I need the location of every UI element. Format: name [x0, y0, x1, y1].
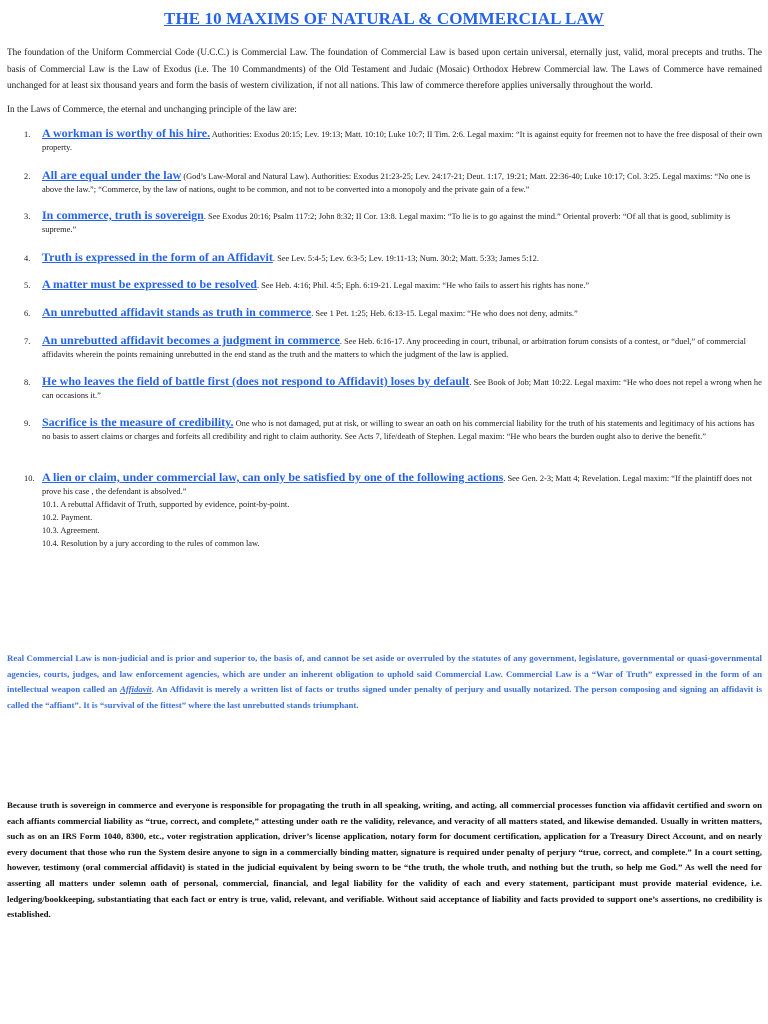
- maxim-text: One who is not damaged, put at risk, or willing to swear an oath on his commercial liability for the truth of his statements and legitimacy of his actions has no basis to assert claims or charges and forfeits all credibility and right to claim authority. See Acts 7, life/death of Stephen. Legal maxim: “He who bears the burden ought also to derive the benefit.”: [42, 419, 755, 441]
- maxim-number: 9.: [24, 419, 31, 428]
- commercial-law-paragraph: [7, 651, 762, 713]
- maxim-number: 1.: [24, 130, 31, 139]
- sub-item-10-4: 10.4. Resolution by a jury according to the rules of common law.: [42, 539, 260, 548]
- maxim-text: . See Heb. 6:16-17. Any proceeding in court, tribunal, or arbitration forum consists of a contest, or “duel,” of commercial affidavits wherein the points remaining unrebutted in the end stand as the truth and the matters to which the judgment of the law is applied.: [42, 337, 746, 359]
- maxim-item-9: [24, 415, 762, 443]
- sub-item-10-2: 10.2. Payment.: [42, 513, 93, 522]
- maxim-heading: A matter must be expressed to be resolved: [42, 277, 257, 291]
- maxim-text: . See Book of Job; Matt 10:22. Legal maxim: “He who does not repel a wrong when he can occasions it.”: [42, 378, 762, 400]
- maxim-text: . See Lev. 5:4-5; Lev. 6:3-5; Lev. 19:11-13; Num. 30:2; Matt. 5:33; James 5:12.: [272, 254, 539, 263]
- maxim-heading: A workman is worthy of his hire.: [42, 126, 211, 140]
- maxim-item-3: [24, 208, 762, 236]
- maxim-text: (God’s Law-Moral and Natural Law). Authorities: Exodus 21:23-25; Lev. 24:17-21; Deut. 1:17, 19:21; Matt. 22:36-40; Luke 10:17; Col. 3:25. Legal maxims: “No one is above the law.”; “Commerce, by the law of nations, ought to be common, and not to be converted into a monopoly and the private gain of a few.”: [42, 172, 751, 194]
- maxim-heading: He who leaves the field of battle first (does not respond to Affidavit) loses by default: [42, 374, 470, 388]
- maxim-number: 8.: [24, 378, 31, 387]
- maxim-text: . See 1 Pet. 1:25; Heb. 6:13-15. Legal maxim: “He who does not deny, admits.”: [311, 309, 578, 318]
- intro-paragraph: The foundation of the Uniform Commercial Code (U.C.C.) is Commercial Law. The foundation of Commercial Law is based upon certain universal, eternally just, valid, moral precepts and truths. The basis of Commercial Law is the Law of Exodus (i.e. The 10 Commandments) of the Old Testament and Judaic (Mosaic) Orthodox Hebrew Commercial law. The Laws of Commerce have remained unchanged for at least six thousand years and form the basis of western civilization, if not all nations. This law of commerce therefore applies universally throughout the world.: [7, 47, 762, 90]
- maxim-number: 10.: [24, 474, 35, 483]
- maxim-item-5: [24, 277, 762, 292]
- maxim-text: . See Exodus 20:16; Psalm 117:2; John 8:32; II Cor. 13:8. Legal maxim: “To lie is to go against the mind.” Oriental proverb: “Of all that is good, sublimity is supreme.”: [42, 212, 731, 234]
- maxim-number: 4.: [24, 254, 31, 263]
- maxim-text: . See Heb. 4:16; Phil. 4:5; Eph. 6:19-21. Legal maxim: “He who fails to assert his rights has none.”: [256, 281, 590, 290]
- maxim-number: 7.: [24, 337, 31, 346]
- maxim-item-1: [24, 126, 763, 154]
- maxim-heading: Truth is expressed in the form of an Affidavit: [42, 250, 273, 264]
- maxim-heading: All are equal under the law: [42, 168, 182, 182]
- maxim-item-2: [24, 168, 762, 196]
- maxim-heading: Sacrifice is the measure of credibility.: [42, 415, 234, 429]
- maxim-item-7: [24, 333, 762, 361]
- maxim-text: Authorities: Exodus 20:15; Lev. 19:13; Matt. 10:10; Luke 10:7; II Tim. 2:6. Legal maxim: “It is against equity for freemen not to have the free disposal of their own property.: [42, 130, 763, 152]
- maxim-heading: An unrebutted affidavit becomes a judgment in commerce: [42, 333, 340, 347]
- sub-item-10-1: 10.1. A rebuttal Affidavit of Truth, supported by evidence, point-by-point.: [42, 500, 290, 509]
- page-title: THE 10 MAXIMS OF NATURAL & COMMERCIAL LAW: [164, 9, 604, 28]
- maxim-number: 5.: [24, 281, 31, 290]
- maxim-heading: A lien or claim, under commercial law, can only be satisfied by one of the following actions: [42, 470, 504, 484]
- maxim-heading: In commerce, truth is sovereign: [42, 208, 204, 222]
- lead-paragraph: In the Laws of Commerce, the eternal and unchanging principle of the law are:: [7, 104, 297, 114]
- maxim-number: 6.: [24, 309, 31, 318]
- commercial-law-text-before: Real Commercial Law is non-judicial and is prior and superior to, the basis of, and cannot be set aside or overruled by the statutes of any government, legislature, governmental or quasi-governmental agencies, courts, judges, and law enforcement agencies, which are under an inherent obligation to uphold said Commercial Law. Commercial Law is a “War of Truth” expressed in the form of an intellectual weapon called an: [7, 653, 762, 695]
- affidavit-link[interactable]: Affidavit: [119, 684, 152, 695]
- maxim-heading: An unrebutted affidavit stands as truth in commerce: [42, 305, 312, 319]
- commercial-law-text-after: . An Affidavit is merely a written list of facts or truths signed under penalty of perjury and usually notarized. The person composing and signing an affidavit is called the “affiant”. It is “survival of the fittest” where the last unrebutted stands triumphant.: [7, 684, 762, 710]
- maxim-number: 3.: [24, 212, 31, 221]
- maxim-item-10: [24, 470, 762, 550]
- maxim-number: 2.: [24, 172, 31, 181]
- truth-sovereign-paragraph: Because truth is sovereign in commerce and everyone is responsible for propagating the truth in all speaking, writing, and acting, all commercial processes function via affidavit certified and sworn on each affiants commercial liability as “true, correct, and complete,” attesting under oath re the validity, relevance, and veracity of all matters stated, and likewise demanded. Usually in written matters, such as on an IRS Form 1040, 8300, etc., voter registration application, driver’s license application, notary form for document certification, application for a Treasury Direct Account, and on nearly every document that those who run the System desire anyone to sign in a commercially binding matter, signature is required under penalty of perjury “true, correct, and complete.” In a court setting, however, testimony (oral commercial affidavit) is stated in the judicial equivalent by being sworn to be “the truth, the whole truth, and nothing but the truth, so help me God.” As well the need for asserting all matters under solemn oath of personal, commercial, financial, and legal liability for the validity of each and every statement, participant must provide material evidence, i.e. ledgering/bookkeeping, substantiating that each fact or entry is true, valid, relevant, and verifiable. Without said acceptance of liability and facts provided to support one’s assertions, no credibility is established.: [7, 800, 762, 920]
- sub-item-10-3: 10.3. Agreement.: [42, 526, 100, 535]
- maxim-text: . See Gen. 2-3; Matt 4; Revelation. Legal maxim: “If the plaintiff does not prove his case , the defendant is absolved.”: [42, 474, 753, 496]
- maxim-item-4: [24, 250, 762, 265]
- maxim-item-8: [24, 374, 762, 402]
- maxim-item-6: [24, 305, 762, 320]
